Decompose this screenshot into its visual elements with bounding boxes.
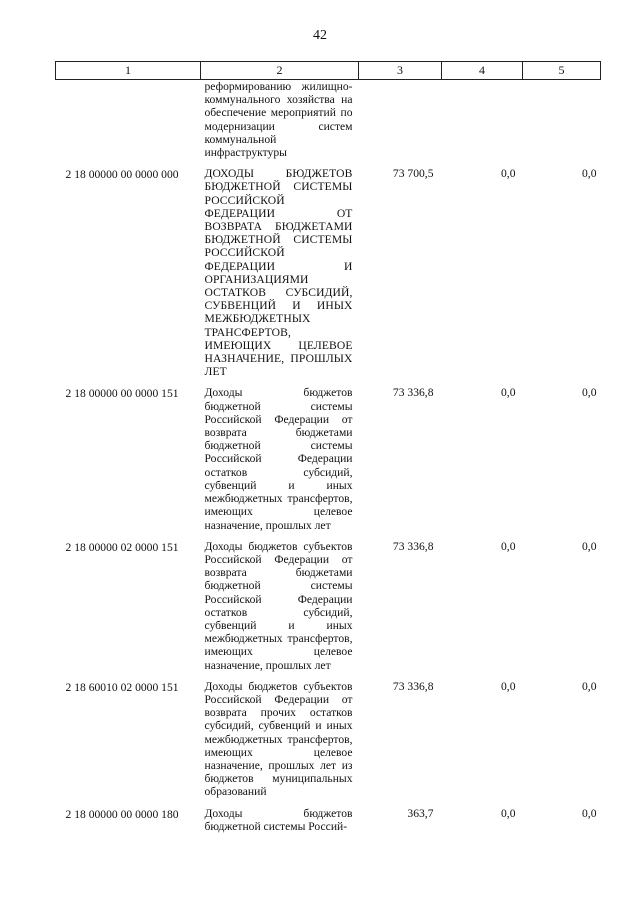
row-value-col4: 0,0 <box>501 806 516 820</box>
row-code: 2 18 00000 00 0000 000 <box>65 168 179 182</box>
row-value-col4: 0,0 <box>501 679 516 693</box>
row-name: реформированию жилищно-коммунального хозяйства на обеспечение мероприятий по модернизации систем коммунальной инфраструктуры <box>204 80 353 160</box>
row-name: Доходы бюджетов субъектов Российской Федерации от возврата бюджетами бюджетной системы Российской Федерации остатков субсидий, субвенций и иных межбюджетных трансфертов, имеющих целевое назначение, прошлых лет <box>204 539 353 672</box>
row-value-col4 <box>442 80 523 168</box>
table-row <box>56 80 601 168</box>
row-code: 2 18 00000 02 0000 151 <box>65 540 179 554</box>
row-value-col5: 0,0 <box>582 539 597 553</box>
table-row <box>56 807 601 841</box>
row-value-col5: 0,0 <box>582 806 597 820</box>
table-row <box>56 386 601 539</box>
row-value-col5: 0,0 <box>582 679 597 693</box>
row-code: 2 18 00000 00 0000 151 <box>65 387 179 401</box>
row-name: ДОХОДЫ БЮДЖЕТОВ БЮДЖЕТНОЙ СИСТЕМЫ РОССИЙСКОЙ ФЕДЕРАЦИИ ОТ ВОЗВРАТА БЮДЖЕТАМИ БЮДЖЕТНОЙ СИСТЕМЫ РОССИЙСКОЙ ФЕДЕРАЦИИ И ОРГАНИЗАЦИЯМИ ОСТАТКОВ СУБСИДИЙ, СУБВЕНЦИЙ И ИНЫХ МЕЖБЮДЖЕТНЫХ ТРАНСФЕРТОВ, ИМЕЮЩИХ ЦЕЛЕВОЕ НАЗНАЧЕНИЕ, ПРОШЛЫХ ЛЕТ <box>204 167 353 379</box>
column-header-3: 3 <box>359 62 442 80</box>
row-value-col3: 363,7 <box>407 806 434 820</box>
row-name: Доходы бюджетов бюджетной системы Российской Федерации от возврата бюджетами бюджетной системы Российской Федерации остатков субсидий, субвенций и иных межбюджетных трансфертов, имеющих целевое назначение, прошлых лет <box>204 386 353 532</box>
row-value-col3: 73 336,8 <box>392 679 434 693</box>
column-header-2: 2 <box>201 62 359 80</box>
row-value-col3: 73 336,8 <box>392 539 434 553</box>
table-row <box>56 167 601 386</box>
row-value-col4: 0,0 <box>501 167 516 181</box>
row-value-col4: 0,0 <box>501 539 516 553</box>
row-code: 2 18 60010 02 0000 151 <box>65 680 179 694</box>
budget-table <box>55 61 601 841</box>
page-number: 42 <box>313 28 327 43</box>
row-value-col3: 73 700,5 <box>392 167 434 181</box>
row-code: 2 18 00000 00 0000 180 <box>65 807 179 821</box>
table-row <box>56 680 601 807</box>
row-value-col3 <box>359 80 442 168</box>
row-value-col5: 0,0 <box>582 167 597 181</box>
row-value-col5: 0,0 <box>582 386 597 400</box>
row-value-col5 <box>523 80 601 168</box>
column-header-5: 5 <box>523 62 601 80</box>
row-value-col3: 73 336,8 <box>392 386 434 400</box>
row-name: Доходы бюджетов бюджетной системы Россий- <box>204 806 353 833</box>
row-name: Доходы бюджетов субъектов Российской Федерации от возврата прочих остатков субсидий, субвенций и иных межбюджетных трансфертов, имеющих целевое назначение, прошлых лет из бюджетов муниципальных образований <box>204 679 353 799</box>
table-header-row <box>56 62 601 80</box>
table-row <box>56 540 601 680</box>
column-header-1: 1 <box>56 62 201 80</box>
row-code <box>56 80 201 168</box>
column-header-4: 4 <box>442 62 523 80</box>
row-value-col4: 0,0 <box>501 386 516 400</box>
